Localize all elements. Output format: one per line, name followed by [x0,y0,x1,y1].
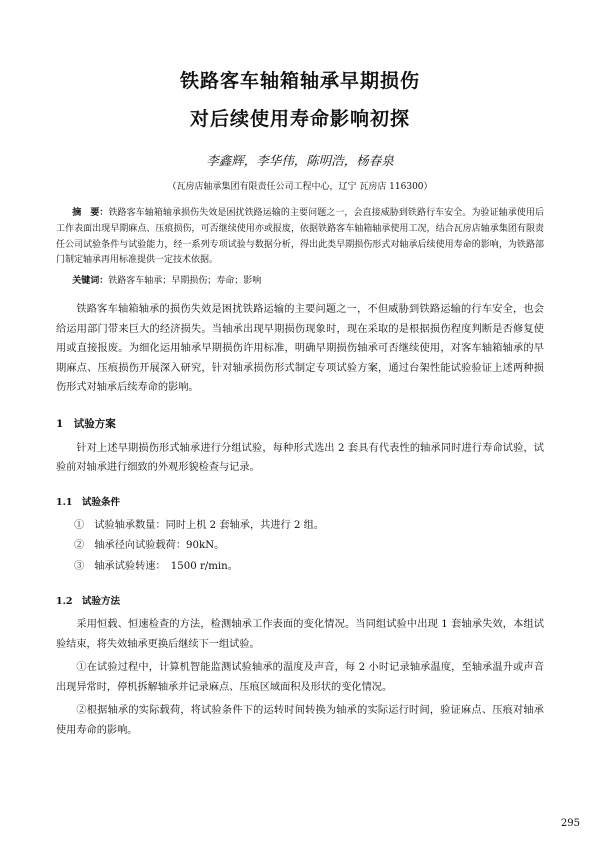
section1-2-heading: 1.2 试验方法 [56,596,121,608]
paper-title-line1: 铁路客车轴箱轴承早期损伤 [179,70,420,92]
paper-authors: 李鑫辉，李华伟，陈明浩，杨春泉 [206,153,394,168]
section1-heading: 1 试验方案 [56,417,116,430]
keywords-label: 关键词： [72,276,109,287]
list-item: ① 试验轴承数量：同时上机 2 套轴承，共进行 2 组。 [74,519,325,531]
intro-paragraph: 铁路客车轴箱轴承的损伤失效是困扰铁路运输的主要问题之一，不但威胁到铁路运输的行车安全，也会给运用部门带来巨大的经济损失。当轴承出现早期损伤现象时，现在采取的是根据损伤程度判断是否修复使用或直接报废。为细化运用轴承早期损伤许用标准，明确早期损伤轴承可否继续使用，对客车轴箱轴承的早期麻点、压痕损伤开展深入研究，针对轴承损伤形式制定专项试验方案，通过台架性能试验验证上述两种损伤形式对轴承后续寿命的影响。 [56,304,544,394]
section1-paragraph: 针对上述早期损伤形式轴承进行分组试验，每种形式选出 2 套具有代表性的轴承同时进行寿命试验，试验前对轴承进行细致的外观形貌检查与记录。 [56,442,544,474]
method-paragraph-3: ②根据轴承的实际载荷，将试验条件下的运转时间转换为轴承的实际运行时间，验证麻点、压痕对轴承使用寿命的影响。 [56,705,544,736]
keywords [56,273,544,286]
list-item: ③ 轴承试验转速： 1500 r/min。 [74,560,238,572]
paper-affiliation: （瓦房店轴承集团有限责任公司工程中心，辽宁 瓦房店 116300） [167,182,433,192]
method-paragraph-2: ①在试验过程中，计算机智能监测试验轴承的温度及声音，每 2 小时记录轴承温度，至轴承温升或声音出现异常时，停机拆解轴承并记录麻点、压痕区域面积及形状的变化情况。 [56,662,544,693]
abstract [56,206,544,269]
method-paragraph-1: 采用恒载、恒速检查的方法，检测轴承工作表面的变化情况。当同组试验中出现 1 套轴承失效，本组试验结束，将失效轴承更换后继续下一组试验。 [56,619,544,650]
paper-title-line2: 对后续使用寿命影响初探 [189,108,410,130]
abstract-text: 铁路客车轴箱轴承损伤失效是困扰铁路运输的主要问题之一，会直接威胁到铁路行车安全。为验证轴承使用后工作表面出现早期麻点、压痕损伤，可否继续使用亦或报废，依据铁路客车轴箱轴承使用工况，结合瓦房店轴承集团有限责任公司试验条件与试验能力，经一系列专项试验与数据分析，得出此类早期损伤形式对轴承后续使用寿命的影响，为铁路部门制定轴承再用标准提供一定技术依据。 [56,208,544,266]
conditions-list [56,516,544,578]
abstract-label: 摘 要： [72,208,109,218]
page-number: 295 [560,818,580,829]
list-item: ② 轴承径向试验载荷：90kN。 [74,540,225,552]
keywords-text: 铁路客车轴承；早期损伤；寿命；影响 [108,276,262,287]
section1-1-heading: 1.1 试验条件 [56,496,121,508]
paper-page [0,65,600,853]
